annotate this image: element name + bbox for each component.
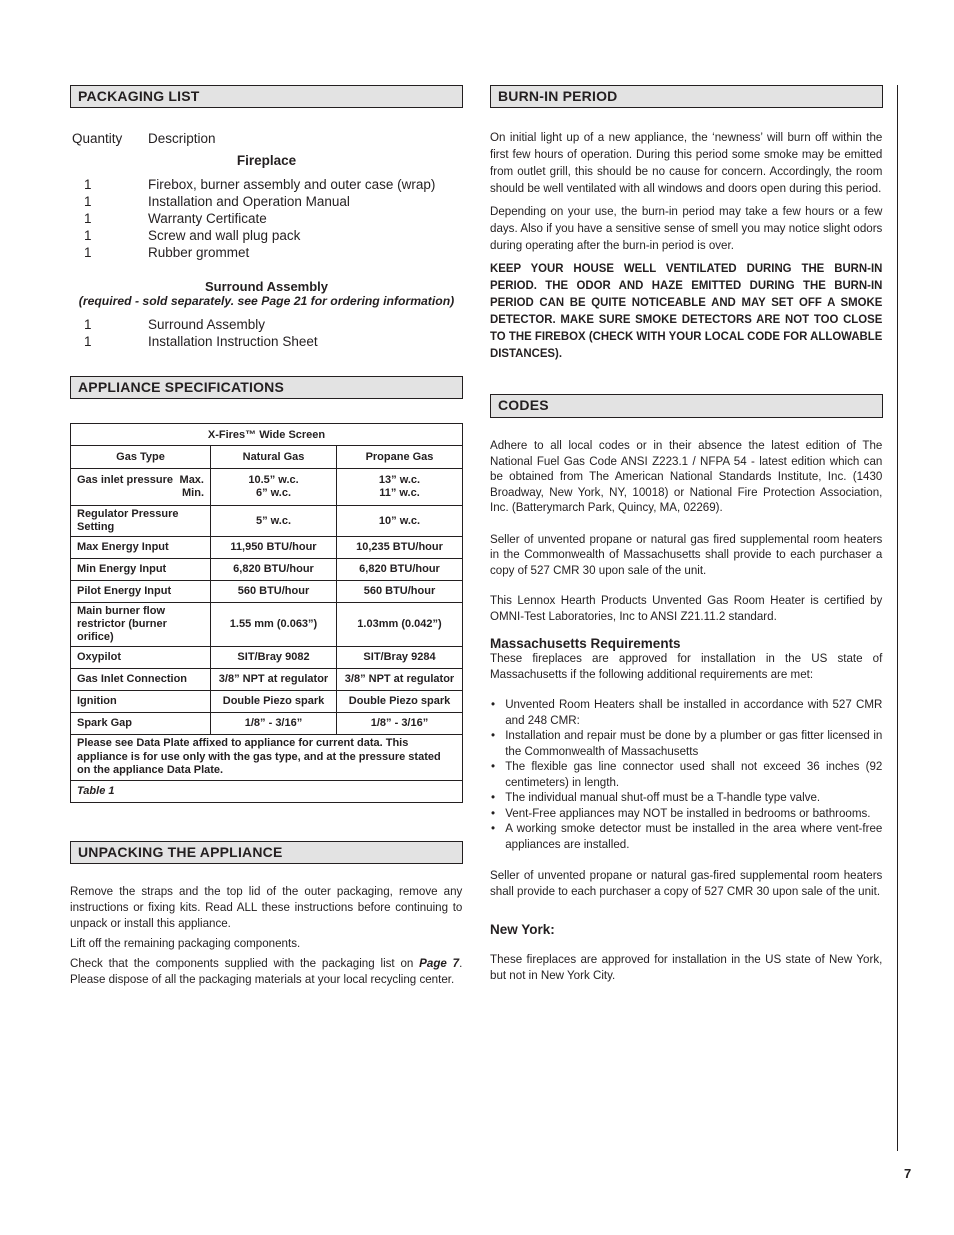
table-row	[71, 469, 463, 506]
left-column	[70, 85, 463, 987]
item-description: Screw and wall plug pack	[148, 228, 301, 243]
surround-heading: Surround Assembly	[204, 279, 329, 294]
massachusetts-intro: These fireplaces are approved for installation in the US state of Massachusetts if the following additional requirements are met:	[490, 651, 883, 681]
massachusetts-heading: Massachusetts Requirements	[490, 636, 681, 651]
codes-paragraph-3: This Lennox Hearth Products Unvented Gas Room Heater is certified by OMNI-Test Laboratories, Inc to ANSI Z21.11.2 standard.	[490, 593, 883, 623]
item-quantity: 1	[84, 245, 92, 260]
item-quantity: 1	[84, 177, 92, 192]
row-label: Regulator Pressure Setting	[71, 506, 211, 537]
propane-value: 6,820 BTU/hour	[337, 559, 463, 581]
propane-value: 560 BTU/hour	[337, 581, 463, 603]
lp-inlet-pressure	[337, 469, 463, 506]
surround-item	[70, 316, 463, 333]
row-label: Oxypilot	[71, 647, 211, 669]
fireplace-item	[70, 176, 463, 193]
row-label: Ignition	[71, 691, 211, 713]
ng-min-value: 6” w.c.	[255, 487, 292, 499]
table-row	[71, 647, 463, 669]
unpacking-paragraph-3	[70, 955, 462, 987]
list-item: • Vent-Free appliances may NOT be installed in bedrooms or bathrooms.	[490, 806, 882, 822]
table-title: X-Fires™ Wide Screen	[71, 424, 463, 446]
lp-max-value: 13” w.c.	[378, 474, 421, 486]
natural-gas-value: 5” w.c.	[211, 506, 337, 537]
table-row	[71, 669, 463, 691]
burn-in-paragraph-1: On initial light up of a new appliance, the ‘newness’ will burn off within the first few hours of operation. During this period some smoke may be emitted from outlet grill, this should be no cause for concern. Accordingly, the room should be well ventilated with all windows and doors open during this period.	[490, 130, 883, 195]
new-york-heading: New York:	[490, 922, 555, 937]
codes-paragraph-1: Adhere to all local codes or in their absence the latest edition of The National Fuel Gas Code ANSI Z223.1 / NFPA 54 - latest edition which can be obtained from The American National Standards Institute, Inc. (1430 Broadway, New York, NY, 10018) or National Fire Protection Association, Inc. (Batterymarch Park, Quincy, MA, 02269).	[490, 438, 883, 514]
row-label: Main burner flow restrictor (burner orifice)	[71, 603, 211, 647]
unpacking-heading: UNPACKING THE APPLIANCE	[70, 841, 463, 864]
codes-heading: CODES	[490, 394, 883, 418]
header-gas-type: Gas Type	[71, 446, 211, 469]
item-description: Warranty Certificate	[148, 211, 267, 226]
natural-gas-value: Double Piezo spark	[211, 691, 337, 713]
fireplace-heading: Fireplace	[236, 153, 297, 168]
item-quantity: 1	[84, 228, 92, 243]
propane-value: 1.03mm (0.042”)	[337, 603, 463, 647]
row-label: Pilot Energy Input	[71, 581, 211, 603]
row-label: Spark Gap	[71, 713, 211, 735]
min-label: Min.	[182, 487, 204, 499]
burn-in-paragraph-2: Depending on your use, the burn-in period may take a few hours or a few days. Also if you have a sensitive sense of smell you may notice slight odors during operating after the burn-in period is over.	[490, 204, 883, 252]
fireplace-item	[70, 210, 463, 227]
item-quantity: 1	[84, 211, 92, 226]
natural-gas-value: 3/8” NPT at regulator	[211, 669, 337, 691]
fireplace-item	[70, 193, 463, 210]
burn-in-warning: KEEP YOUR HOUSE WELL VENTILATED DURING THE BURN-IN PERIOD. THE ODOR AND HAZE EMITTED DURING THE BURN-IN PERIOD CAN BE QUITE NOTICEABLE AND MAY SET OFF A SMOKE DETECTOR. MAKE SURE SMOKE DETECTORS ARE NOT TOO CLOSE TO THE FIREBOX (CHECK WITH YOUR LOCAL CODE FOR ALLOWABLE DISTANCES).	[490, 261, 883, 360]
page-reference: Page 7	[419, 955, 460, 970]
header-propane-gas: Propane Gas	[337, 446, 463, 469]
fireplace-item	[70, 227, 463, 244]
surround-note: (required - sold separately. see Page 21 for ordering information)	[78, 294, 455, 308]
row-label: Min Energy Input	[71, 559, 211, 581]
description-header: Description	[148, 131, 216, 146]
unpacking-p3-text-end: . Please dispose of all the packaging materials at your local recycling center.	[70, 955, 463, 986]
max-label: Max.	[179, 474, 204, 486]
propane-value: 1/8” - 3/16”	[337, 713, 463, 735]
vertical-rule	[897, 85, 898, 1151]
item-quantity: 1	[84, 317, 92, 332]
burn-in-heading: BURN-IN PERIOD	[490, 85, 883, 108]
item-quantity: 1	[84, 194, 92, 209]
item-description: Installation and Operation Manual	[148, 194, 350, 209]
unpacking-paragraph-1: Remove the straps and the top lid of the outer packaging, remove any instructions or fixing kits. Read ALL these instructions before continuing to unpack or install this appliance.	[70, 883, 463, 930]
massachusetts-seller-note: Seller of unvented propane or natural gas-fired supplemental room heaters shall provide to each purchaser a copy of 527 CMR 30 upon sale of the unit.	[490, 868, 883, 898]
list-item: • Unvented Room Heaters shall be installed in accordance with 527 CMR and 248 CMR:	[490, 697, 882, 728]
table-row	[71, 537, 463, 559]
unpacking-p3-text: Check that the components supplied with the packaging list on	[70, 955, 420, 970]
propane-value: 10,235 BTU/hour	[337, 537, 463, 559]
list-item: • A working smoke detector must be installed in the area where vent-free appliances are installed.	[490, 821, 882, 852]
header-natural-gas: Natural Gas	[211, 446, 337, 469]
natural-gas-value: 1.55 mm (0.063”)	[211, 603, 337, 647]
list-item: • Installation and repair must be done by a plumber or gas fitter licensed in the Commonwealth of Massachusetts	[490, 728, 882, 759]
natural-gas-value: 560 BTU/hour	[211, 581, 337, 603]
table-row	[71, 581, 463, 603]
table-caption: Table 1	[71, 780, 463, 802]
ng-max-value: 10.5” w.c.	[248, 474, 299, 486]
table-row	[71, 713, 463, 735]
natural-gas-value: 6,820 BTU/hour	[211, 559, 337, 581]
codes-paragraph-2: Seller of unvented propane or natural gas fired supplemental room heaters in the Commonwealth of Massachusetts shall provide to each purchaser a copy of 527 CMR 30 upon sale of the unit.	[490, 531, 883, 577]
propane-value: SIT/Bray 9284	[337, 647, 463, 669]
item-quantity: 1	[84, 334, 92, 349]
fireplace-item	[70, 244, 463, 261]
row-label: Gas Inlet Connection	[71, 669, 211, 691]
table-row	[71, 603, 463, 647]
lp-min-value: 11” w.c.	[379, 487, 420, 499]
surround-item	[70, 333, 463, 350]
specifications-table	[70, 423, 463, 803]
row-label: Max Energy Input	[71, 537, 211, 559]
natural-gas-value: SIT/Bray 9082	[211, 647, 337, 669]
propane-value: 10” w.c.	[337, 506, 463, 537]
inlet-pressure-label: Gas inlet pressure	[77, 474, 173, 486]
new-york-text: These fireplaces are approved for installation in the US state of New York, but not in New York City.	[490, 952, 883, 982]
page-number: 7	[904, 1166, 912, 1181]
list-item: • The flexible gas line connector used shall not exceed 36 inches (92 centimeters) in length.	[490, 759, 882, 790]
packaging-list-heading: PACKAGING LIST	[70, 85, 463, 108]
item-description: Firebox, burner assembly and outer case (wrap)	[148, 177, 436, 192]
inlet-pressure-cell	[71, 469, 211, 506]
ng-inlet-pressure	[211, 469, 337, 506]
natural-gas-value: 11,950 BTU/hour	[211, 537, 337, 559]
natural-gas-value: 1/8” - 3/16”	[211, 713, 337, 735]
propane-value: 3/8” NPT at regulator	[337, 669, 463, 691]
quantity-header: Quantity	[72, 131, 123, 146]
massachusetts-requirements-list	[490, 697, 882, 852]
packaging-list	[70, 130, 463, 350]
unpacking-paragraph-2: Lift off the remaining packaging components.	[70, 935, 301, 950]
table-row	[71, 506, 463, 537]
item-description: Installation Instruction Sheet	[148, 334, 318, 349]
item-description: Surround Assembly	[148, 317, 266, 332]
list-item: • The individual manual shut-off must be a T-handle type valve.	[490, 790, 882, 806]
appliance-specifications-heading: APPLIANCE SPECIFICATIONS	[70, 376, 463, 399]
table-row	[71, 559, 463, 581]
propane-value: Double Piezo spark	[337, 691, 463, 713]
table-row	[71, 691, 463, 713]
table-note: Please see Data Plate affixed to appliance for current data. This appliance is for use only with the gas type, and at the pressure stated on the appliance Data Plate.	[71, 735, 463, 781]
item-description: Rubber grommet	[148, 245, 250, 260]
right-column	[490, 85, 883, 983]
